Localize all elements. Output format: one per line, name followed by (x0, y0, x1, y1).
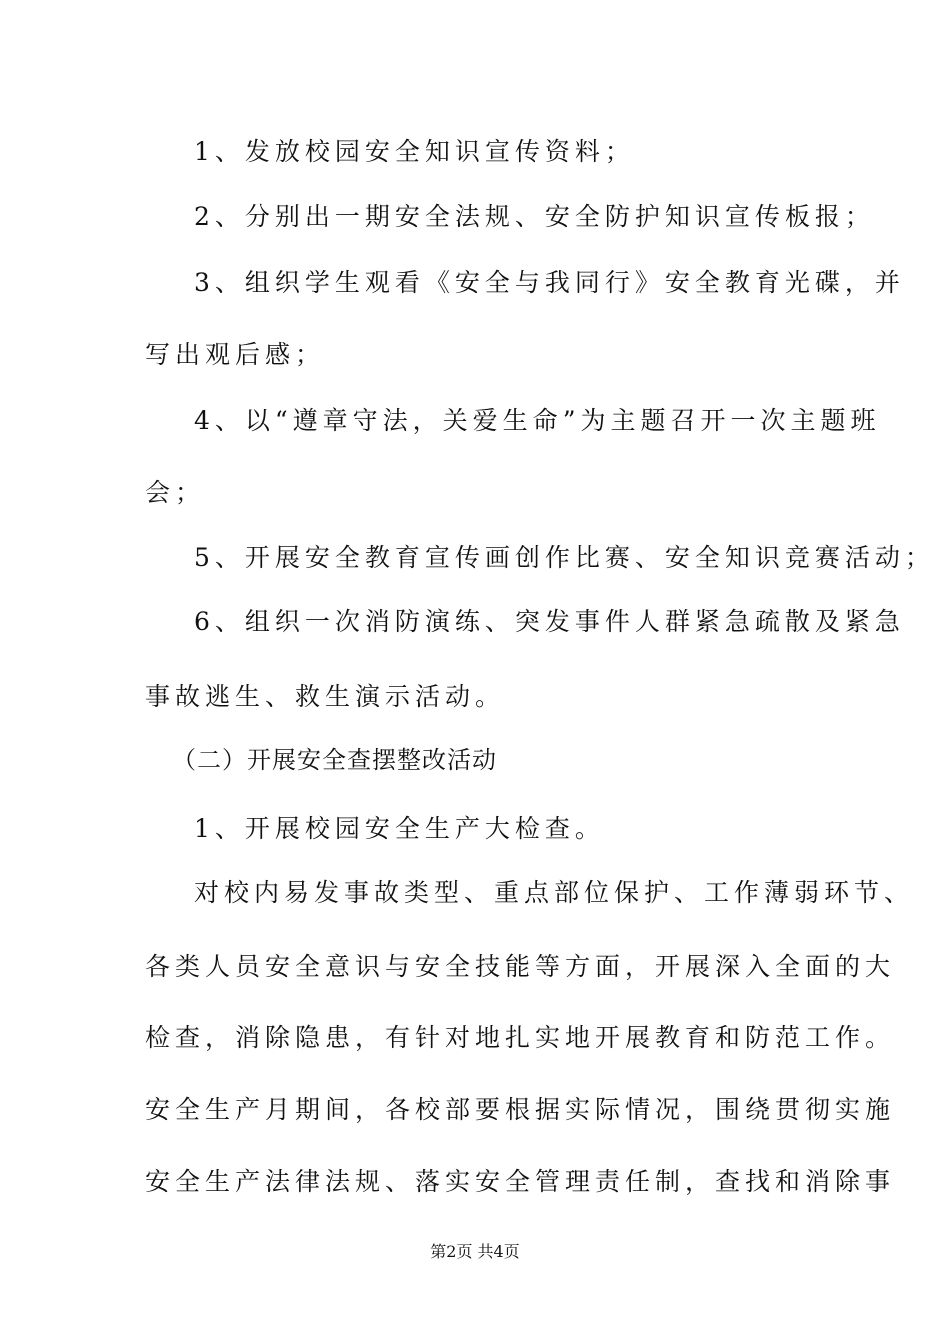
paragraph-line-4: 安全生产月期间，各校部要根据实际情况，围绕贯彻实施 (145, 1095, 896, 1124)
list-item-3-continuation: 写出观后感； (145, 340, 326, 369)
list-item-2: 2、分别出一期安全法规、安全防护知识宣传板报； (194, 202, 875, 231)
paragraph-line-5: 安全生产法律法规、落实安全管理责任制，查找和消除事 (145, 1167, 896, 1196)
paragraph-line-3: 检查，消除隐患，有针对地扎实地开展教育和防范工作。 (145, 1023, 896, 1052)
list-item-6-continuation: 事故逃生、救生演示活动。 (145, 682, 506, 711)
list-item-3: 3、组织学生观看《安全与我同行》安全教育光碟，并 (194, 268, 905, 297)
list-item-5: 5、开展安全教育宣传画创作比赛、安全知识竞赛活动； (194, 543, 935, 572)
list-item-4: 4、以“遵章守法，关爱生命”为主题召开一次主题班 (194, 406, 881, 435)
list-item-6: 6、组织一次消防演练、突发事件人群紧急疏散及紧急 (194, 607, 905, 636)
list-item-1: 1、发放校园安全知识宣传资料； (194, 137, 635, 166)
paragraph-line-1: 对校内易发事故类型、重点部位保护、工作薄弱环节、 (194, 878, 915, 907)
subsection-item-1: 1、开展校园安全生产大检查。 (194, 814, 605, 843)
section-heading: （二）开展安全查摆整改活动 (172, 746, 497, 774)
paragraph-line-2: 各类人员安全意识与安全技能等方面，开展深入全面的大 (145, 952, 896, 981)
page-number: 第2页 共4页 (430, 1242, 520, 1261)
list-item-4-continuation: 会； (145, 478, 206, 507)
